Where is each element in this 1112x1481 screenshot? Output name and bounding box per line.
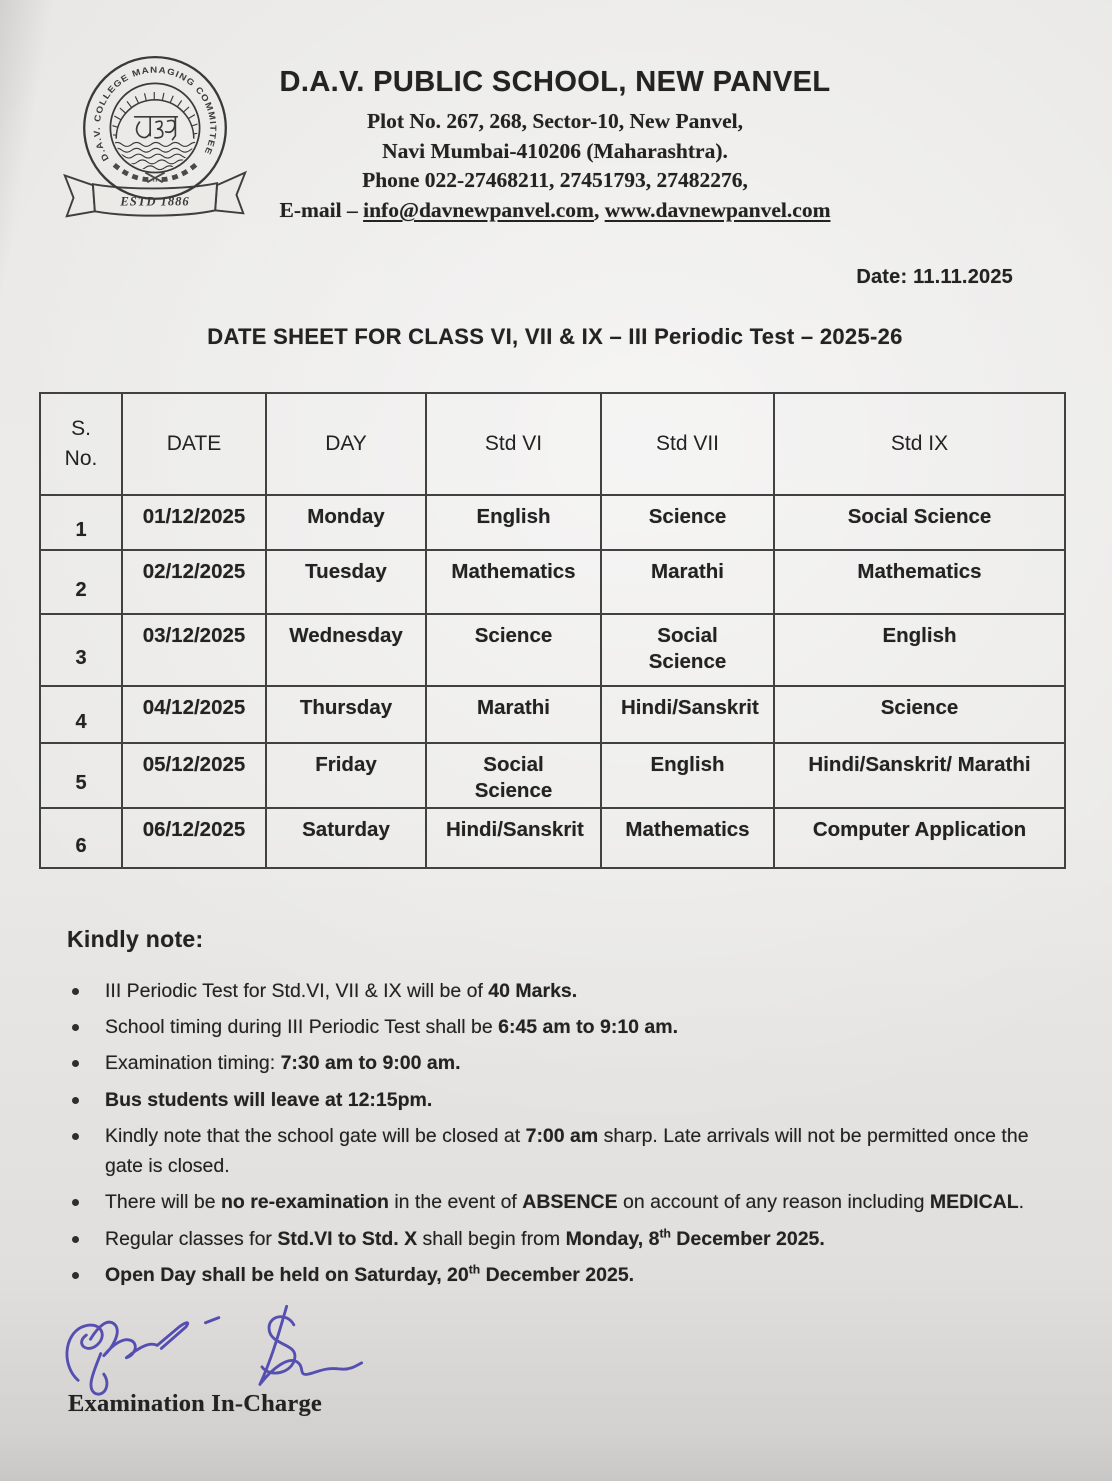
email-label: E-mail –	[279, 197, 364, 222]
ring-text: D.A.V. COLLEGE MANAGING COMMITTEE	[91, 64, 219, 163]
cell-day: Friday	[266, 743, 426, 808]
bullet-icon	[72, 1272, 79, 1279]
exam-table-body	[40, 495, 1065, 868]
cell-std-vi: Social Science	[426, 743, 601, 808]
note-text: Open Day shall be held on Saturday, 20th December 2025.	[105, 1262, 635, 1286]
cell-date: 02/12/2025	[122, 550, 266, 614]
signature-1	[67, 1322, 188, 1394]
note-item	[66, 1012, 1056, 1042]
date-label: Date: 11.11.2025	[856, 266, 1013, 288]
column-header: DATE	[122, 393, 266, 495]
cell-std-vii: Hindi/Sanskrit	[601, 686, 774, 743]
cell-day: Monday	[266, 495, 426, 550]
column-header: Std IX	[774, 393, 1065, 495]
bullet-icon	[72, 1133, 79, 1140]
cell-std-vii: Mathematics	[601, 808, 774, 868]
note-text: There will be no re-examination in the event of ABSENCE on account of any reason including MEDICAL.	[105, 1191, 1025, 1214]
signature-dash	[205, 1318, 218, 1323]
signature-2	[260, 1306, 362, 1384]
signature-block	[55, 1294, 395, 1402]
column-header: Std VI	[426, 393, 601, 495]
bullet-icon	[72, 1199, 79, 1206]
note-item	[66, 1224, 1056, 1254]
page-title: DATE SHEET FOR CLASS VI, VII & IX – III Periodic Test – 2025-26	[207, 324, 903, 349]
table-row	[40, 550, 1065, 614]
note-item	[66, 1085, 1056, 1115]
table-row	[40, 495, 1065, 550]
exam-table-header-row	[40, 393, 1065, 495]
table-row	[40, 808, 1065, 868]
exam-table	[39, 392, 1066, 869]
note-item	[66, 976, 1056, 1006]
cell-sno: 1	[40, 495, 122, 550]
cell-std-ix: Science	[774, 686, 1065, 743]
cell-sno: 5	[40, 743, 122, 808]
notes-heading: Kindly note:	[67, 926, 204, 952]
cell-std-vii: English	[601, 743, 774, 808]
table-row	[40, 614, 1065, 686]
note-item	[66, 1048, 1056, 1078]
cell-day: Saturday	[266, 808, 426, 868]
cell-sno: 6	[40, 808, 122, 868]
cell-std-ix: Social Science	[774, 495, 1065, 550]
cell-std-vi: Hindi/Sanskrit	[426, 808, 601, 868]
bullet-icon	[72, 1024, 79, 1031]
school-name: D.A.V. PUBLIC SCHOOL, NEW PANVEL	[279, 66, 831, 98]
column-header: DAY	[266, 393, 426, 495]
cell-std-vi: Science	[426, 614, 601, 686]
cell-date: 05/12/2025	[122, 743, 266, 808]
cell-std-vi: Marathi	[426, 686, 601, 743]
address-line-2: Navi Mumbai-410206 (Maharashtra).	[382, 138, 728, 163]
cell-std-vii: Marathi	[601, 550, 774, 614]
bullet-icon	[72, 1236, 79, 1243]
cell-std-ix: Mathematics	[774, 550, 1065, 614]
cell-std-vi: English	[426, 495, 601, 550]
note-text: Kindly note that the school gate will be closed at 7:00 am sharp. Late arrivals will not be permitted once the gate is closed.	[105, 1124, 1029, 1178]
website-link: www.davnewpanvel.com	[604, 197, 831, 222]
cell-std-ix: English	[774, 614, 1065, 686]
column-header: Std VII	[601, 393, 774, 495]
cell-sno: 2	[40, 550, 122, 614]
cell-sno: 4	[40, 686, 122, 743]
phone-line: Phone 022-27468211, 27451793, 27482276,	[362, 168, 748, 193]
table-row	[40, 743, 1065, 808]
note-text: Regular classes for Std.VI to Std. X shall begin from Monday, 8th December 2025.	[105, 1226, 825, 1250]
separator: ,	[593, 197, 605, 222]
cell-day: Thursday	[266, 686, 426, 743]
om-glyph-icon	[135, 117, 178, 140]
cell-date: 03/12/2025	[122, 614, 266, 686]
bullet-icon	[72, 1097, 79, 1104]
email-line	[215, 198, 895, 223]
email-link: info@davnewpanvel.com	[363, 197, 594, 222]
cell-day: Tuesday	[266, 550, 426, 614]
cell-std-vii: Social Science	[601, 614, 774, 686]
note-item	[66, 1121, 1056, 1181]
note-text: III Periodic Test for Std.VI, VII & IX will be of 40 Marks.	[105, 980, 578, 1002]
cell-date: 04/12/2025	[122, 686, 266, 743]
bullet-icon	[72, 988, 79, 995]
address-line-1: Plot No. 267, 268, Sector-10, New Panvel,	[367, 109, 743, 133]
estd-text: ESTD 1886	[120, 194, 190, 209]
letterhead	[215, 66, 895, 223]
note-text: School timing during III Periodic Test shall be 6:45 am to 9:10 am.	[105, 1016, 679, 1039]
cell-std-ix: Hindi/Sanskrit/ Marathi	[774, 743, 1065, 808]
bullet-icon	[72, 1060, 79, 1067]
cell-date: 01/12/2025	[122, 495, 266, 550]
cell-sno: 3	[40, 614, 122, 686]
cell-day: Wednesday	[266, 614, 426, 686]
notes-list	[66, 976, 1056, 1296]
table-row	[40, 686, 1065, 743]
cell-std-ix: Computer Application	[774, 808, 1065, 868]
cell-date: 06/12/2025	[122, 808, 266, 868]
note-item	[66, 1187, 1056, 1217]
column-header: S. No.	[40, 393, 122, 495]
note-text: Examination timing: 7:30 am to 9:00 am.	[105, 1052, 461, 1075]
signature-label: Examination In-Charge	[68, 1390, 322, 1417]
cell-std-vii: Science	[601, 495, 774, 550]
note-item	[66, 1260, 1056, 1290]
cell-std-vi: Mathematics	[426, 550, 601, 614]
note-text: Bus students will leave at 12:15pm.	[105, 1088, 433, 1111]
